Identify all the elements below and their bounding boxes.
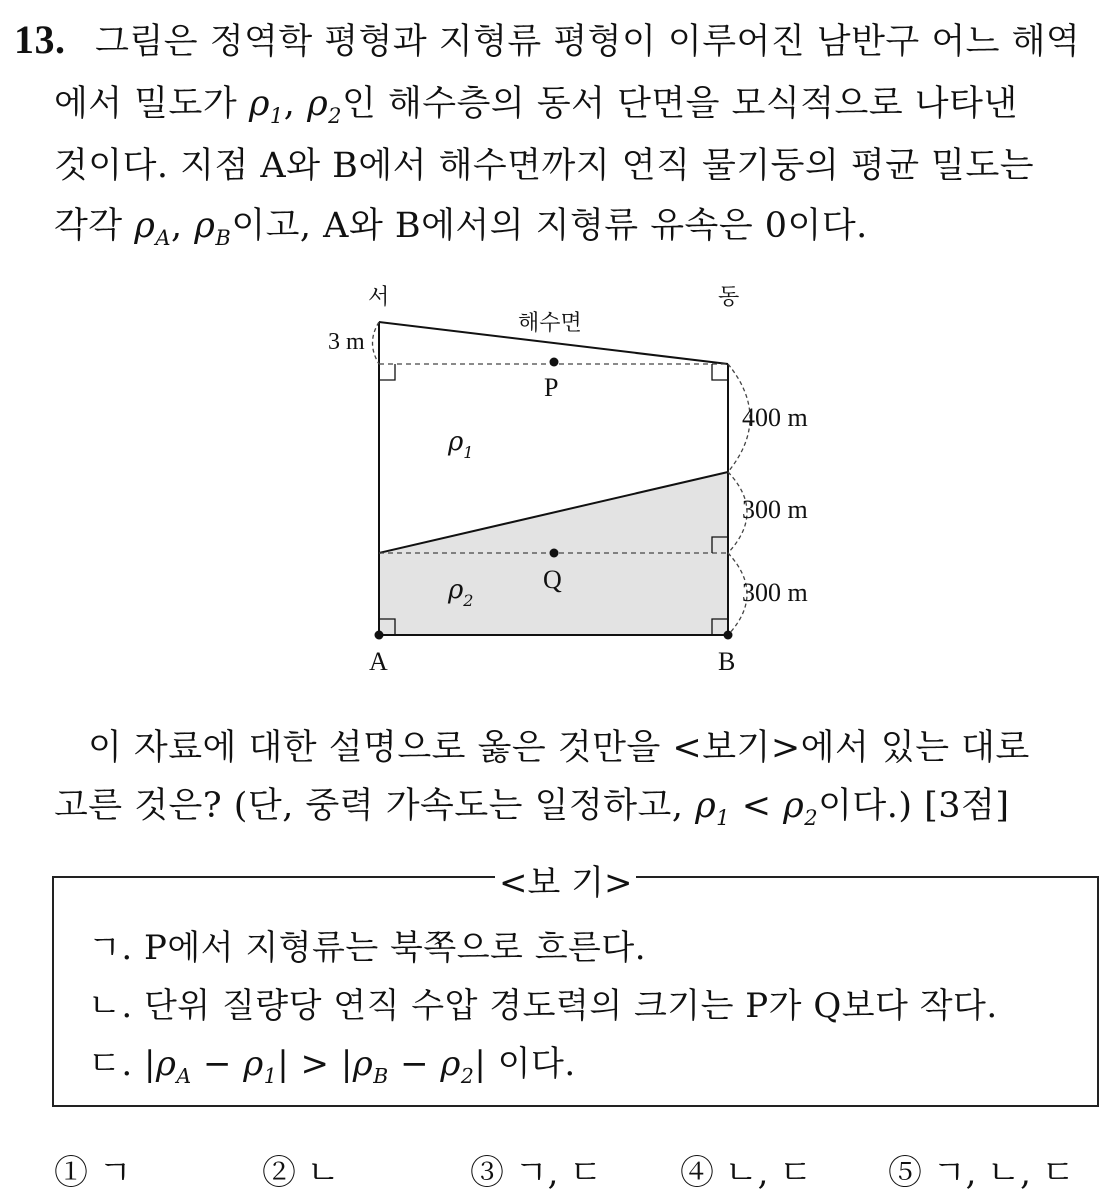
stem-line-2-rest: 인 해수층의 동서 단면을 모식적으로 나타낸 [342, 84, 1018, 124]
choice-2[interactable]: ② ㄴ [262, 1153, 340, 1193]
choice-1[interactable]: ① ㄱ [54, 1153, 132, 1193]
minus-operator: − [202, 1044, 232, 1084]
sea-surface-label: 해수면 [518, 311, 582, 336]
choice-4[interactable]: ④ ㄴ, ㄷ [680, 1153, 813, 1193]
prompt-line-1 [88, 720, 1030, 770]
west-label: 서 [368, 285, 390, 310]
point-p-dot [550, 358, 559, 367]
rho1-symbol: $\rho_1$ [248, 84, 284, 128]
rho2-symbol: $\rho_2$ [440, 1044, 475, 1088]
abs-close-end: | 이다. [474, 1044, 576, 1084]
greater-than-operator: | > | [277, 1044, 353, 1084]
comma: , [283, 84, 296, 124]
east-label: 동 [718, 285, 740, 310]
stem-line-2-text: 에서 밀도가 [54, 84, 238, 124]
stem-line-4-rest: 이고, A와 B에서의 지형류 유속은 0이다. [231, 206, 868, 246]
rho2-layer-label: $\rho_2$ [448, 575, 474, 610]
prompt-text-2-end: 이다.) [3점] [818, 786, 1010, 826]
abs-open: ㄷ. | [88, 1044, 156, 1084]
bogi-item-1: ㄱ. P에서 지형류는 북쪽으로 흐른다. [88, 928, 647, 968]
stem-line-1: 그림은 정역학 평형과 지형류 평형이 이루어진 남반구 어느 해역 [95, 22, 1081, 62]
right-angle-marker [712, 364, 728, 380]
prompt-text-1: 이 자료에 대한 설명으로 옳은 것만을 <보기>에서 있는 대로 [88, 728, 1030, 768]
rho1-symbol: $\rho_1$ [243, 1044, 278, 1088]
rho1-layer-label: $\rho_1$ [448, 427, 474, 462]
comma: , [171, 206, 183, 246]
bogi-item-2: ㄴ. 단위 질량당 연직 수압 경도력의 크기는 P가 Q보다 작다. [88, 986, 998, 1026]
right-angle-marker [379, 364, 395, 380]
height-diff-label: 3 m [328, 329, 365, 355]
depth-upper-label: 400 m [742, 403, 808, 432]
choice-5[interactable]: ⑤ ㄱ, ㄴ, ㄷ [888, 1153, 1075, 1193]
cross-section-figure [300, 270, 840, 680]
stem-line-3: 것이다. 지점 A와 B에서 해수면까지 연직 물기둥의 평균 밀도는 [54, 146, 1035, 186]
bogi-title: <보 기> [495, 855, 636, 904]
point-b-label: B [718, 647, 736, 676]
minus-operator: − [400, 1044, 430, 1084]
question-line-4 [54, 198, 868, 250]
question-number: 13. [14, 17, 66, 62]
rhoA-symbol: $\rho_A$ [134, 206, 172, 250]
point-a-dot [375, 631, 384, 640]
rho1-symbol: $\rho_1$ [695, 786, 731, 830]
point-a-label: A [369, 647, 388, 676]
bogi-item-3 [88, 1036, 576, 1088]
depth-middle-label: 300 m [742, 495, 808, 524]
less-than-operator: < [741, 786, 772, 826]
prompt-text-2: 고른 것은? (단, 중력 가속도는 일정하고, [54, 786, 684, 826]
point-p-label: P [544, 373, 559, 402]
prompt-line-2 [54, 778, 1010, 830]
rhoA-symbol: $\rho_A$ [155, 1044, 192, 1088]
choice-3[interactable]: ③ ㄱ, ㄷ [470, 1153, 603, 1193]
rhoB-symbol: $\rho_B$ [194, 206, 232, 250]
rho2-symbol: $\rho_2$ [307, 84, 343, 128]
point-q-label: Q [543, 565, 562, 594]
question-line-1 [14, 14, 1080, 64]
rho2-symbol: $\rho_2$ [783, 786, 819, 830]
point-q-dot [550, 549, 559, 558]
depth-lower-label: 300 m [742, 578, 808, 607]
question-line-3 [54, 138, 1034, 188]
point-b-dot [724, 631, 733, 640]
rhoB-symbol: $\rho_B$ [352, 1044, 389, 1088]
stem-line-4-text: 각각 [54, 206, 123, 246]
question-line-2 [54, 76, 1018, 128]
